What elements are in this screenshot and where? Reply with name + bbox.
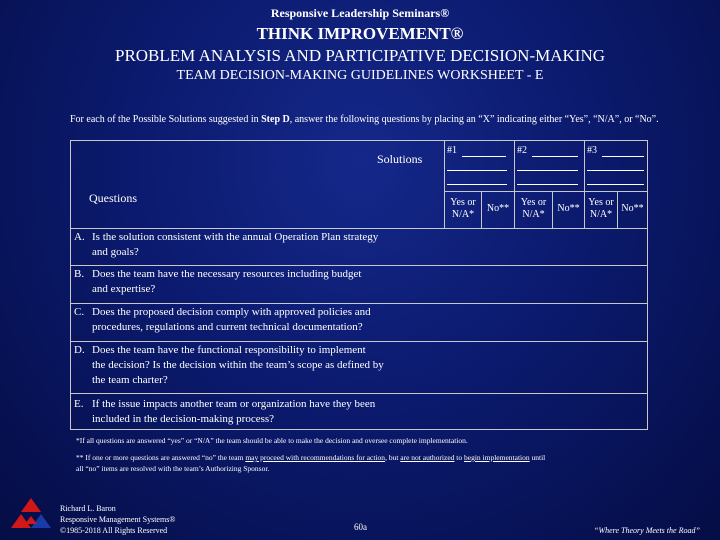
- na-label: N/A*: [589, 209, 613, 220]
- yes-label: Yes or: [588, 197, 614, 208]
- question-letter: E.: [74, 398, 84, 410]
- yes-na-header-2: [515, 197, 552, 221]
- question-text: If the issue impacts another team or organization have they been: [92, 398, 376, 410]
- page-title: THINK IMPROVEMENT®: [256, 24, 464, 43]
- question-text: the decision? Is the decision within the team’s scope as defined by: [92, 359, 384, 371]
- worksheet-table: [70, 140, 648, 430]
- question-letter: D.: [74, 344, 85, 356]
- header-divider: [444, 191, 647, 192]
- footnote-yes: *If all questions are answered “yes” or “N/A” the team should be able to make the decision and oversee complete implementation.: [76, 436, 468, 445]
- author-name: Richard L. Baron: [60, 504, 116, 513]
- seminar-title: Responsive Leadership Seminars®: [270, 6, 450, 20]
- instructions-prefix: For each of the Possible Solutions suggested in: [70, 114, 262, 125]
- footnote-text: may proceed with recommendations for action: [245, 453, 386, 462]
- footnote-text: , but: [385, 453, 401, 462]
- solution-1-blank[interactable]: [447, 170, 507, 171]
- author-block: [60, 503, 175, 536]
- questions-label: Questions: [89, 191, 137, 205]
- row-divider: [71, 265, 647, 266]
- question-text: Does the team have the functional responsibility to implement: [92, 344, 366, 356]
- na-label: N/A*: [451, 209, 475, 220]
- solution-2-blank[interactable]: [532, 156, 578, 157]
- footnote-text: all “no” items are resolved with the team’s Authorizing Sponsor.: [76, 464, 270, 473]
- solution-3-number: #3: [587, 145, 597, 156]
- yes-na-header-3: [585, 197, 617, 221]
- worksheet-title: TEAM DECISION-MAKING GUIDELINES WORKSHEET - E: [176, 68, 544, 83]
- no-header-2: No**: [557, 203, 580, 214]
- yes-label: Yes or: [520, 197, 547, 208]
- solution-3-blank[interactable]: [587, 184, 644, 185]
- company-name: Responsive Management Systems®: [60, 515, 176, 524]
- solution-2-blank[interactable]: [517, 170, 578, 171]
- row-divider: [71, 393, 647, 394]
- question-letter: C.: [74, 306, 85, 318]
- question-text: procedures, regulations and current technical documentation?: [92, 321, 363, 333]
- solution-2-number: #2: [517, 145, 527, 156]
- question-a: [74, 230, 444, 260]
- yes-label: Yes or: [450, 197, 476, 208]
- solutions-label: Solutions: [377, 152, 423, 166]
- footnote-no: [76, 452, 646, 474]
- footnote-text: begin implementation: [464, 453, 530, 462]
- instructions: [70, 113, 660, 127]
- na-label: N/A*: [522, 209, 545, 220]
- page-number: 60a: [354, 522, 367, 532]
- tagline: “Where Theory Meets the Road”: [594, 526, 700, 535]
- no-header-1: No**: [486, 203, 510, 214]
- question-text: Does the team have the necessary resources including budget: [92, 268, 362, 280]
- row-divider: [71, 341, 647, 342]
- instructions-suffix: , answer the following questions by placing an “X” indicating either “Yes”, “N/A”, or “No”.: [289, 114, 659, 125]
- question-text: and goals?: [92, 246, 139, 258]
- solution-3-blank[interactable]: [602, 156, 644, 157]
- solution-1-number: #1: [447, 145, 457, 156]
- solution-3-blank[interactable]: [587, 170, 644, 171]
- solution-1-blank[interactable]: [462, 156, 506, 157]
- solution-2-blank[interactable]: [517, 184, 578, 185]
- question-text: Is the solution consistent with the annual Operation Plan strategy: [92, 231, 379, 243]
- question-letter: B.: [74, 268, 85, 280]
- row-divider: [71, 303, 647, 304]
- question-text: included in the decision-making process?: [92, 413, 275, 425]
- question-text: the team charter?: [92, 374, 168, 386]
- footnote-text: to: [454, 453, 465, 462]
- page-subtitle: PROBLEM ANALYSIS AND PARTICIPATIVE DECISION-MAKING: [114, 46, 605, 65]
- question-e: [74, 397, 444, 427]
- footnote-text: ** If one or more questions are answered “no” the team: [76, 453, 246, 462]
- question-c: [74, 305, 444, 335]
- instructions-step: Step D: [261, 114, 290, 125]
- company-logo-icon: [10, 496, 52, 536]
- question-b: [74, 267, 444, 297]
- question-text: and expertise?: [92, 283, 156, 295]
- footnote-text: until: [529, 453, 546, 462]
- question-letter: A.: [74, 231, 85, 243]
- no-header-3: No**: [621, 203, 644, 214]
- row-divider: [71, 228, 647, 229]
- footnote-text: are not authorized: [400, 453, 455, 462]
- yes-na-header-1: [445, 197, 481, 221]
- solution-1-blank[interactable]: [447, 184, 507, 185]
- question-d: [74, 343, 444, 388]
- question-text: Does the proposed decision comply with approved policies and: [92, 306, 371, 318]
- copyright: ©1985-2018 All Rights Reserved: [60, 526, 168, 535]
